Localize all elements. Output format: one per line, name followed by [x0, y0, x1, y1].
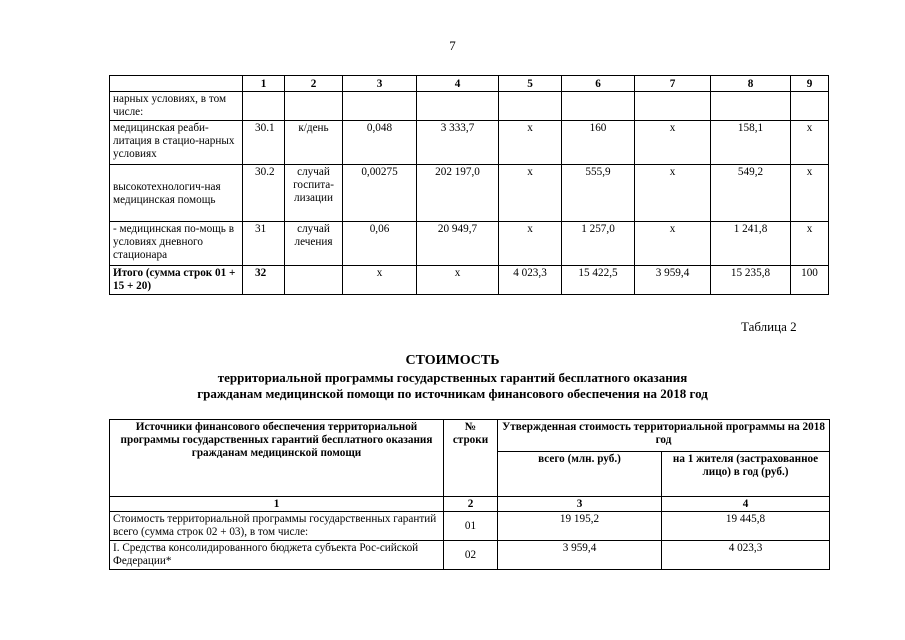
row-total: 3 959,4: [498, 541, 662, 570]
row-cell: 1 257,0: [562, 222, 635, 266]
row-cell: 158,1: [711, 121, 791, 165]
row-number: 02: [444, 541, 498, 570]
row-cell: 0,00275: [343, 165, 417, 222]
table-row: [110, 512, 830, 541]
table1-header-cell: 9: [791, 76, 829, 92]
total-name: Итого (сумма строк 01 + 15 + 20): [110, 266, 243, 295]
row-cell: 3 333,7: [417, 121, 499, 165]
total-unit: [285, 266, 343, 295]
table1-header-cell: 2: [285, 76, 343, 92]
header-per-capita: на 1 жителя (застрахованное лицо) в год (руб.): [662, 452, 830, 497]
row-cell: х: [499, 222, 562, 266]
row-cell: х: [791, 121, 829, 165]
table1-header-cell: 7: [635, 76, 711, 92]
row-name: - медицинская по-мощь в условиях дневного стационара: [110, 222, 243, 266]
table-label: Таблица 2: [741, 319, 797, 334]
row-cell: [343, 92, 417, 121]
row-name: высокотехнологич-ная медицинская помощь: [110, 165, 243, 222]
row-total: 19 195,2: [498, 512, 662, 541]
row-code: 30.2: [243, 165, 285, 222]
row-cell: [417, 92, 499, 121]
table-row: [110, 92, 829, 121]
total-cell: 100: [791, 266, 829, 295]
title-main: СТОИМОСТЬ: [405, 353, 500, 368]
index-cell: 1: [110, 497, 444, 512]
row-cell: [791, 92, 829, 121]
total-cell: х: [417, 266, 499, 295]
row-name: нарных условиях, в том числе:: [110, 92, 243, 121]
row-cell: 0,048: [343, 121, 417, 165]
program-cost-table: [109, 419, 830, 570]
row-cell: х: [635, 222, 711, 266]
total-cell: 4 023,3: [499, 266, 562, 295]
row-cell: х: [635, 121, 711, 165]
table1-header-cell: 3: [343, 76, 417, 92]
table1-header-cell: 4: [417, 76, 499, 92]
row-per-capita: 4 023,3: [662, 541, 830, 570]
row-cell: 555,9: [562, 165, 635, 222]
row-unit: случай лечения: [285, 222, 343, 266]
row-number: 01: [444, 512, 498, 541]
total-cell: 15 235,8: [711, 266, 791, 295]
index-row: [110, 497, 830, 512]
row-code: [243, 92, 285, 121]
table1-header-cell: 1: [243, 76, 285, 92]
index-cell: 4: [662, 497, 830, 512]
row-name: медицинская реаби-литация в стацио-нарных условиях: [110, 121, 243, 165]
total-code: 32: [243, 266, 285, 295]
row-cell: 0,06: [343, 222, 417, 266]
row-code: 31: [243, 222, 285, 266]
row-code: 30.1: [243, 121, 285, 165]
total-cell: 3 959,4: [635, 266, 711, 295]
row-cell: 202 197,0: [417, 165, 499, 222]
row-cell: [711, 92, 791, 121]
title-line-1: территориальной программы государственных гарантий бесплатного оказания: [217, 370, 688, 385]
header-cost: Утвержденная стоимость территориальной программы на 2018 год: [498, 420, 830, 452]
table1-header-cell: 5: [499, 76, 562, 92]
header-rownum: № строки: [444, 420, 498, 497]
row-cell: х: [499, 165, 562, 222]
page-number: 7: [449, 38, 456, 53]
total-row: [110, 266, 829, 295]
index-cell: 2: [444, 497, 498, 512]
row-cell: х: [635, 165, 711, 222]
row-cell: 20 949,7: [417, 222, 499, 266]
row-unit: случай госпита-лизации: [285, 165, 343, 222]
table-row: [110, 541, 830, 570]
row-cell: [499, 92, 562, 121]
row-source: I. Средства консолидированного бюджета субъекта Рос-сийской Федерации*: [110, 541, 444, 570]
table2-header-row: [110, 420, 830, 452]
row-cell: 1 241,8: [711, 222, 791, 266]
title-line-2: гражданам медицинской помощи по источникам финансового обеспечения на 2018 год: [197, 386, 708, 401]
table-row: [110, 222, 829, 266]
row-cell: [635, 92, 711, 121]
total-cell: х: [343, 266, 417, 295]
row-cell: 160: [562, 121, 635, 165]
row-cell: х: [791, 165, 829, 222]
header-total: всего (млн. руб.): [498, 452, 662, 497]
row-source: Стоимость территориальной программы государственных гарантий всего (сумма строк 02 + 03), в том числе:: [110, 512, 444, 541]
table1-header-blank: [110, 76, 243, 92]
title-block: [0, 352, 905, 402]
row-per-capita: 19 445,8: [662, 512, 830, 541]
row-cell: х: [791, 222, 829, 266]
row-unit: к/день: [285, 121, 343, 165]
tariff-table-continuation: [109, 75, 829, 295]
table1-header-row: [110, 76, 829, 92]
row-cell: 549,2: [711, 165, 791, 222]
table1-header-cell: 8: [711, 76, 791, 92]
header-sources: Источники финансового обеспечения территориальной программы государственных гарантий бесплатного оказания гражданам медицинской помощи: [110, 420, 444, 497]
table-row: [110, 121, 829, 165]
table1-header-cell: 6: [562, 76, 635, 92]
row-unit: [285, 92, 343, 121]
row-cell: [562, 92, 635, 121]
row-cell: х: [499, 121, 562, 165]
total-cell: 15 422,5: [562, 266, 635, 295]
table-row: [110, 165, 829, 222]
index-cell: 3: [498, 497, 662, 512]
